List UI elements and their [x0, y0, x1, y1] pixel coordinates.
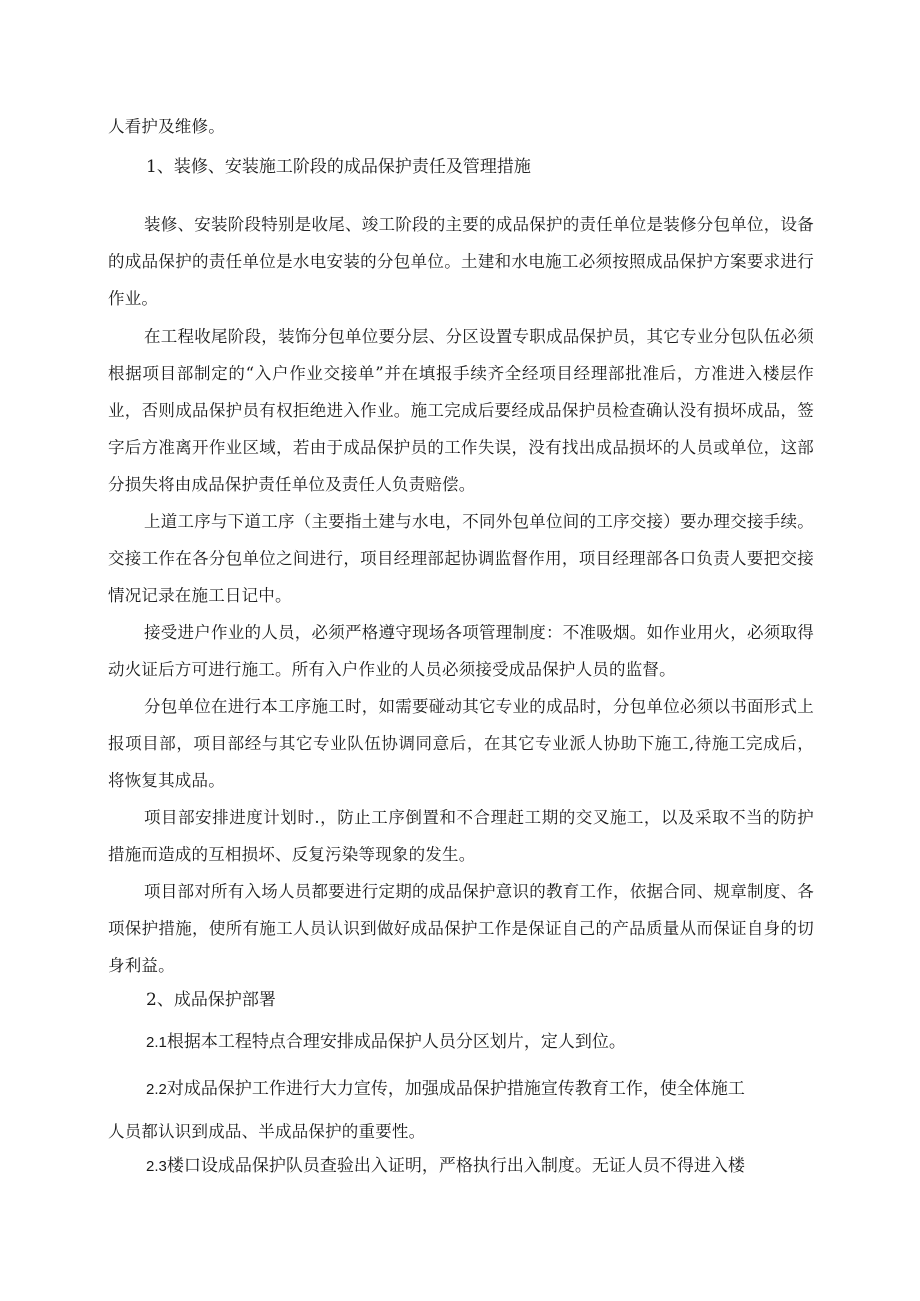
section-2-heading: 2、成品保护部署 — [146, 990, 276, 1010]
item-text: 人员都认识到成品、半成品保护的重要性。 — [108, 1122, 426, 1141]
paragraph-7: 项目部对所有入场人员都要进行定期的成品保护意识的教育工作，依据合同、规章制度、各项保护措施，使所有施工人员认识到做好成品保护工作是保证自己的产品质量从而保证自身的切身利益。 — [108, 882, 814, 975]
item-text: 对成品保护工作进行大力宣传，加强成品保护措施宣传教育工作，使全体施工 — [166, 1079, 745, 1099]
item-text: 根据本工程特点合理安排成品保护人员分区划片，定人到位。 — [166, 1032, 626, 1052]
paragraph-2: 在工程收尾阶段，装饰分包单位要分层、分区设置专职成品保护员，其它专业分包队伍必须根据项目部制定的“入户作业交接单”并在填报手续齐全经项目经理部批准后，方准进入楼层作业，否则成品保护员有权拒绝进入作业。施工完成后要经成品保护员检查确认没有损坏成品，签字后方准离开作业区域，若由于成品保护员的工作失误，没有找出成品损坏的人员或单位，这部分损失将由成品保护责任单位及责任人负责赔偿。 — [108, 327, 814, 494]
item-number: 2.3 — [146, 1158, 167, 1175]
paragraph-4: 接受进户作业的人员，必须严格遵守现场各项管理制度：不准吸烟。如作业用火，必须取得动火证后方可进行施工。所有入户作业的人员必须接受成品保护人员的监督。 — [108, 623, 814, 679]
item-text: 楼口设成品保护队员查验出入证明，严格执行出入制度。无证人员不得进入楼 — [166, 1156, 745, 1176]
item-2-2-continued — [108, 1117, 814, 1147]
item-2-2 — [146, 1074, 745, 1105]
paragraph-1: 装修、安装阶段特别是收尾、竣工阶段的主要的成品保护的责任单位是装修分包单位，设备的成品保护的责任单位是水电安装的分包单位。土建和水电施工必须按照成品保护方案要求进行作业。 — [108, 215, 814, 308]
section-1-heading: 1、装修、安装施工阶段的成品保护责任及管理措施 — [146, 157, 531, 177]
item-number: 2.1 — [146, 1034, 167, 1051]
paragraph-3: 上道工序与下道工序（主要指土建与水电，不同外包单位间的工序交接）要办理交接手续。交接工作在各分包单位之间进行，项目经理部起协调监督作用，项目经理部各口负责人要把交接情况记录在施工日记中。 — [108, 512, 814, 605]
item-2-3 — [146, 1151, 745, 1182]
item-2-1 — [146, 1027, 626, 1058]
item-number: 2.2 — [146, 1081, 167, 1098]
paragraph-6: 项目部安排进度计划时.，防止工序倒置和不合理赶工期的交叉施工，以及采取不当的防护措施而造成的互相损坏、反复污染等现象的发生。 — [108, 808, 814, 864]
paragraph-5: 分包单位在进行本工序施工时，如需要碰动其它专业的成品时，分包单位必须以书面形式上报项目部，项目部经与其它专业队伍协调同意后，在其它专业派人协助下施工,待施工完成后，将恢复其成品。 — [108, 697, 814, 790]
lead-line: 人看护及维修。 — [108, 117, 225, 136]
